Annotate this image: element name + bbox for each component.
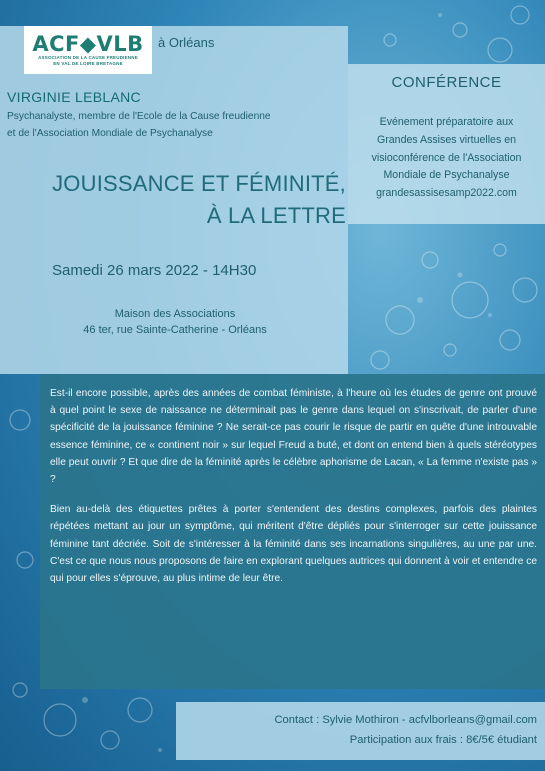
- conference-website-link[interactable]: grandesassisesamp2022.com: [376, 187, 517, 200]
- conference-line-3: visioconférence de l'Association: [371, 151, 522, 164]
- body-text: [50, 385, 537, 600]
- logo-main-text: ACF◆VLB: [32, 32, 144, 56]
- speaker-role: [7, 108, 343, 142]
- conference-description: [352, 114, 541, 203]
- body-paragraph-2: Bien au-delà des étiquettes prêtes à porter s'entendent des destins complexes, parfois des plaintes répétées mettant au jour un symptôme, qui méritent d'être dépliés pour s'interroger sur cette jouissance féminine tant décriée. Soit de s'intéresser à la féminité dans ses incarnations singulières, au une par une. C'est ce que nous nous proposons de faire en explorant quelques autrices qui donnent à voir et entendre ce qui pour elles s'éprouve, au plus intime de leur être.: [50, 504, 537, 585]
- contact-line[interactable]: Contact : Sylvie Mothiron - acfvlborleans@gmail.com: [274, 714, 537, 726]
- logo-sub-text-2: EN VAL DE LOIRE BRETAGNE: [53, 61, 123, 66]
- speaker-name: VIRGINIE LEBLANC: [7, 89, 141, 105]
- conference-line-4: Mondiale de Psychanalyse: [383, 169, 510, 182]
- conference-line-1: Evénement préparatoire aux: [379, 116, 514, 128]
- event-date: Samedi 26 mars 2022 - 14H30: [52, 262, 257, 279]
- speaker-role-line-2: et de l'Association Mondiale de Psychanalyse: [7, 128, 213, 139]
- acf-vlb-logo: [24, 26, 152, 74]
- logo-sub-text-1: ASSOCIATION DE LA CAUSE FREUDIENNE: [38, 55, 138, 60]
- speaker-role-line-1: Psychanalyste, membre de l'Ecole de la Cause freudienne: [7, 111, 271, 122]
- city-label: à Orléans: [158, 35, 215, 50]
- event-venue: [55, 306, 295, 338]
- contact-info: [176, 710, 537, 750]
- conference-line-2: Grandes Assises virtuelles en: [377, 133, 516, 146]
- event-title: [20, 168, 346, 232]
- venue-line-1: Maison des Associations: [114, 308, 236, 320]
- body-paragraph-1: Est-il encore possible, après des années de combat féministe, à l'heure où les études de genre ont prouvé à quel point le sexe de naissance ne déterminait pas le genre dans lequel on s'inscrivait, de parler d'une spécificité de la jouissance féminine ? Ne serait-ce pas courir le risque de partir en quête d'une introuvable essence féminine, ce « continent noir » sur lequel Freud a buté, et dont on entend bien à quels stéréotypes elle peut ouvrir ? Et que dire de la féminité après le célèbre aphorisme de Lacan, « La femme n'existe pas » ?: [50, 388, 537, 486]
- conference-label: CONFÉRENCE: [391, 74, 502, 91]
- event-title-line-2: À LA LETTRE: [206, 203, 346, 228]
- venue-line-2: 46 ter, rue Sainte-Catherine - Orléans: [83, 324, 267, 336]
- event-title-line-1: JOUISSANCE ET FÉMINITÉ,: [52, 171, 346, 196]
- fee-line: Participation aux frais : 8€/5€ étudiant: [349, 734, 537, 746]
